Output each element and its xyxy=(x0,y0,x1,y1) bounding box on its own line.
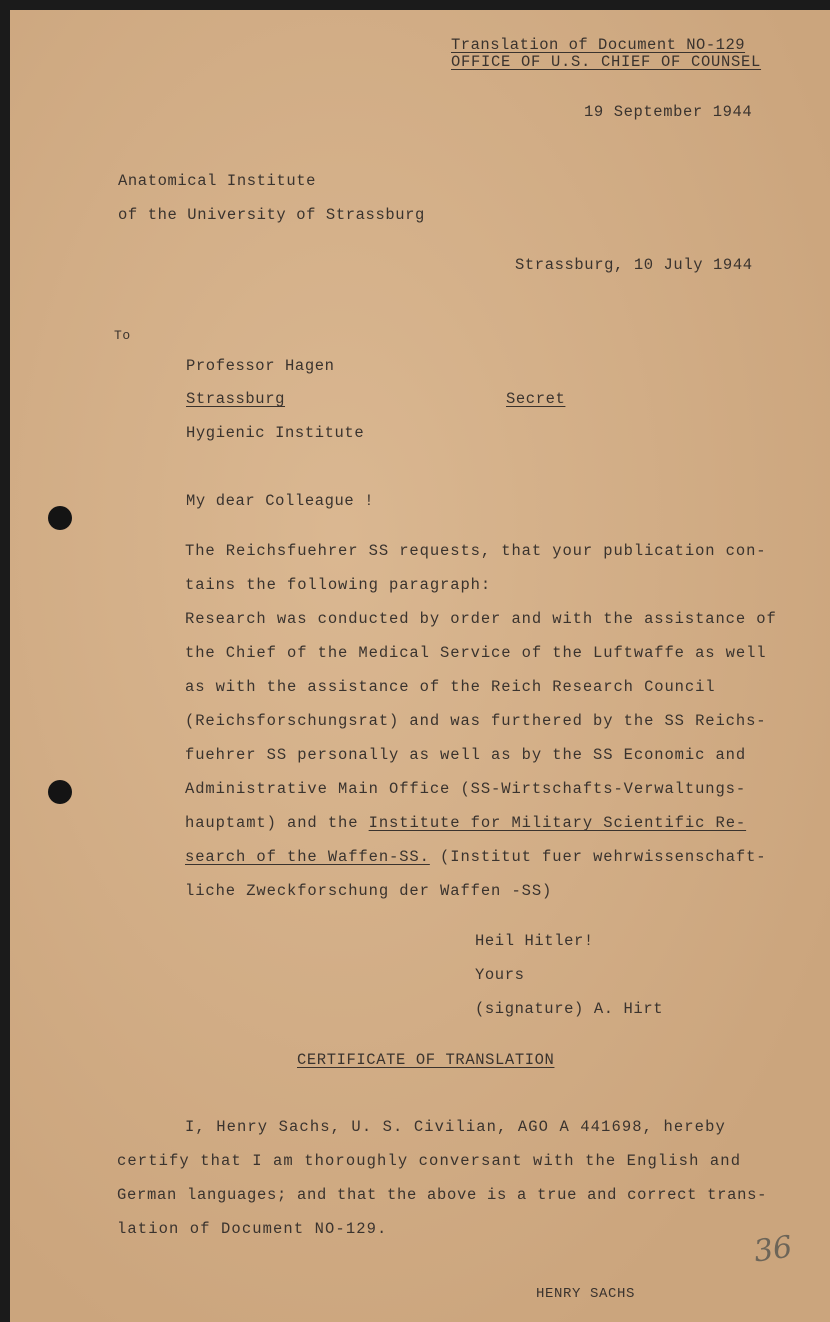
closing-greeting: Heil Hitler! xyxy=(475,932,594,950)
body-line-institute-cont xyxy=(185,848,767,866)
certificate-signer: HENRY SACHS xyxy=(536,1286,636,1302)
place-and-date: Strassburg, 10 July 1944 xyxy=(515,256,753,274)
recipient-name: Professor Hagen xyxy=(186,357,335,375)
institute-name-underlined-cont: search of the Waffen-SS. xyxy=(185,848,430,866)
recipient-city: Strassburg xyxy=(186,390,286,408)
body-line: Administrative Main Office (SS-Wirtschafts-Verwaltungs- xyxy=(185,780,747,798)
salutation: My dear Colleague ! xyxy=(186,492,375,510)
header-office-line: OFFICE OF U.S. CHIEF OF COUNSEL xyxy=(451,53,762,71)
body-line: fuehrer SS personally as well as by the SS Economic and xyxy=(185,746,747,764)
body-line: The Reichsfuehrer SS requests, that your publication con- xyxy=(185,542,767,560)
body-line: liche Zweckforschung der Waffen -SS) xyxy=(185,882,553,900)
certificate-title: CERTIFICATE OF TRANSLATION xyxy=(297,1051,555,1069)
closing-yours: Yours xyxy=(475,966,525,984)
punch-hole-top xyxy=(48,506,72,530)
institute-name-underlined: Institute for Military Scientific Re- xyxy=(368,814,747,832)
signature-line: (signature) A. Hirt xyxy=(475,1000,664,1018)
certificate-line: certify that I am thoroughly conversant with the English and xyxy=(117,1152,742,1170)
body-line: the Chief of the Medical Service of the Luftwaffe as well xyxy=(185,644,767,662)
certificate-line: German languages; and that the above is a true and correct trans- xyxy=(117,1186,768,1204)
header-translation-line: Translation of Document NO-129 xyxy=(451,36,746,54)
body-line: Research was conducted by order and with the assistance of xyxy=(185,610,777,628)
body-line: as with the assistance of the Reich Research Council xyxy=(185,678,716,696)
document-page xyxy=(10,10,830,1322)
body-line: (Reichsforschungsrat) and was furthered by the SS Reichs- xyxy=(185,712,767,730)
body-line-institute xyxy=(185,814,746,832)
handwritten-page-number: 36 xyxy=(751,1229,795,1270)
certificate-line: I, Henry Sachs, U. S. Civilian, AGO A 441698, hereby xyxy=(185,1118,726,1136)
recipient-department: Hygienic Institute xyxy=(186,424,365,442)
body-text: (Institut fuer wehrwissenschaft- xyxy=(440,848,767,866)
punch-hole-bottom xyxy=(48,780,72,804)
header-date: 19 September 1944 xyxy=(584,103,753,121)
sender-line-1: Anatomical Institute xyxy=(118,172,317,190)
sender-line-2: of the University of Strassburg xyxy=(118,206,425,224)
to-label: To xyxy=(114,328,131,343)
certificate-line: lation of Document NO-129. xyxy=(117,1220,388,1238)
body-line: tains the following paragraph: xyxy=(185,576,492,594)
classification-mark: Secret xyxy=(506,390,566,408)
body-text: hauptamt) and the xyxy=(185,814,359,832)
